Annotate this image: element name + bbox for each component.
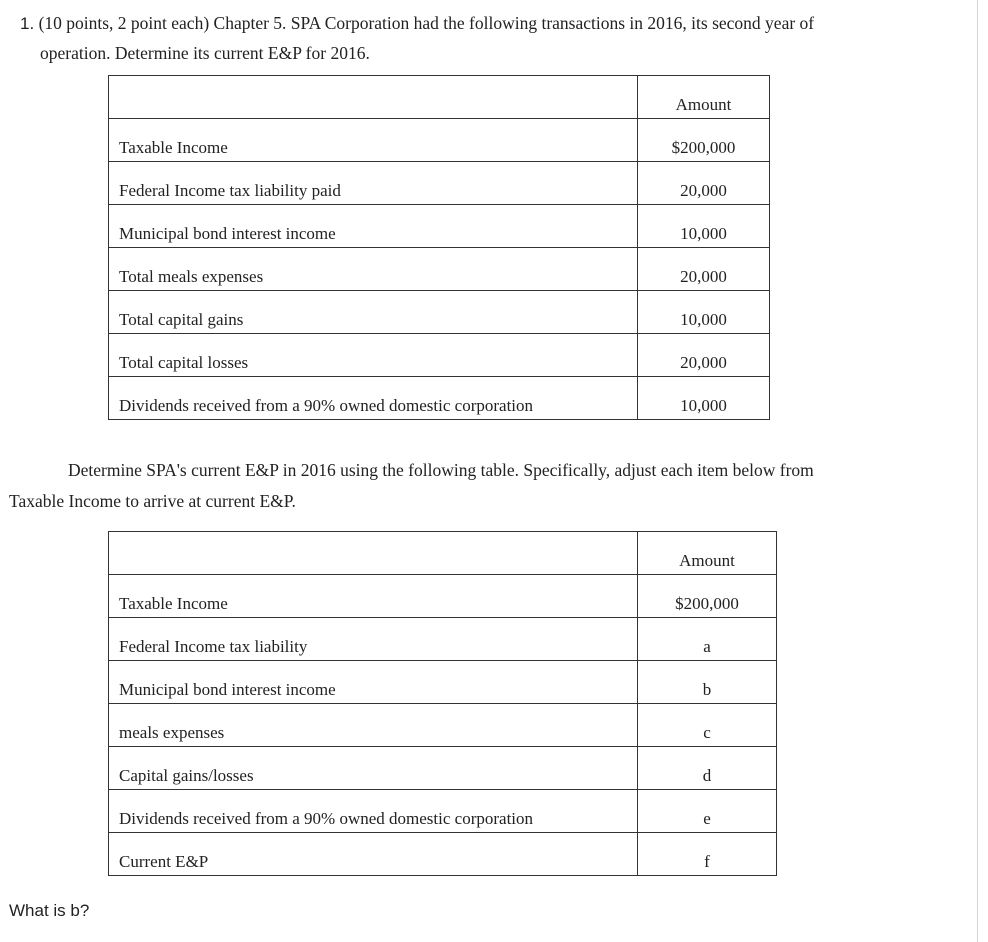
table-row	[109, 205, 770, 248]
table-row	[109, 790, 777, 833]
table-row	[109, 291, 770, 334]
row-label: Total meals expenses	[109, 248, 638, 291]
question-header	[20, 10, 814, 37]
page-right-border	[977, 0, 978, 942]
row-amount: f	[638, 833, 777, 876]
instructions-line1: Determine SPA's current E&P in 2016 using the following table. Specifically, adjust each item below from	[68, 460, 814, 480]
table-row	[109, 377, 770, 420]
row-label: Current E&P	[109, 833, 638, 876]
row-label: Total capital losses	[109, 334, 638, 377]
question-number: 1.	[20, 14, 35, 33]
row-amount: 20,000	[638, 248, 770, 291]
row-amount: 10,000	[638, 205, 770, 248]
row-amount: 20,000	[638, 162, 770, 205]
table-row	[109, 618, 777, 661]
row-amount: d	[638, 747, 777, 790]
row-label: Municipal bond interest income	[109, 205, 638, 248]
table-row	[109, 248, 770, 291]
row-amount: 10,000	[638, 291, 770, 334]
header-label-cell	[109, 76, 638, 119]
row-label: Municipal bond interest income	[109, 661, 638, 704]
table-header-row	[109, 532, 777, 575]
table-row	[109, 704, 777, 747]
row-amount: $200,000	[638, 119, 770, 162]
table-row	[109, 747, 777, 790]
row-label: Dividends received from a 90% owned domestic corporation	[109, 377, 638, 420]
table-row	[109, 119, 770, 162]
row-amount: $200,000	[638, 575, 777, 618]
ep-adjustments-table	[108, 531, 777, 876]
row-amount: b	[638, 661, 777, 704]
instructions-line2: Taxable Income to arrive at current E&P.	[9, 491, 296, 511]
row-label: meals expenses	[109, 704, 638, 747]
header-label-cell	[109, 532, 638, 575]
table-row	[109, 661, 777, 704]
table-row	[109, 334, 770, 377]
question-text-line1: (10 points, 2 point each) Chapter 5. SPA Corporation had the following transactions in 2016, its second year of	[34, 13, 815, 33]
transactions-table	[108, 75, 770, 420]
row-label: Federal Income tax liability	[109, 618, 638, 661]
row-amount: 20,000	[638, 334, 770, 377]
row-label: Taxable Income	[109, 119, 638, 162]
table-row	[109, 575, 777, 618]
row-label: Federal Income tax liability paid	[109, 162, 638, 205]
table-row	[109, 833, 777, 876]
table-row	[109, 162, 770, 205]
question-prompt: What is b?	[9, 901, 90, 920]
row-amount: e	[638, 790, 777, 833]
question-text-line2: operation. Determine its current E&P for 2016.	[40, 43, 370, 63]
row-label: Capital gains/losses	[109, 747, 638, 790]
row-amount: 10,000	[638, 377, 770, 420]
header-amount-cell: Amount	[638, 76, 770, 119]
table-header-row	[109, 76, 770, 119]
header-amount-cell: Amount	[638, 532, 777, 575]
row-label: Total capital gains	[109, 291, 638, 334]
row-label: Dividends received from a 90% owned domestic corporation	[109, 790, 638, 833]
row-amount: c	[638, 704, 777, 747]
row-amount: a	[638, 618, 777, 661]
row-label: Taxable Income	[109, 575, 638, 618]
